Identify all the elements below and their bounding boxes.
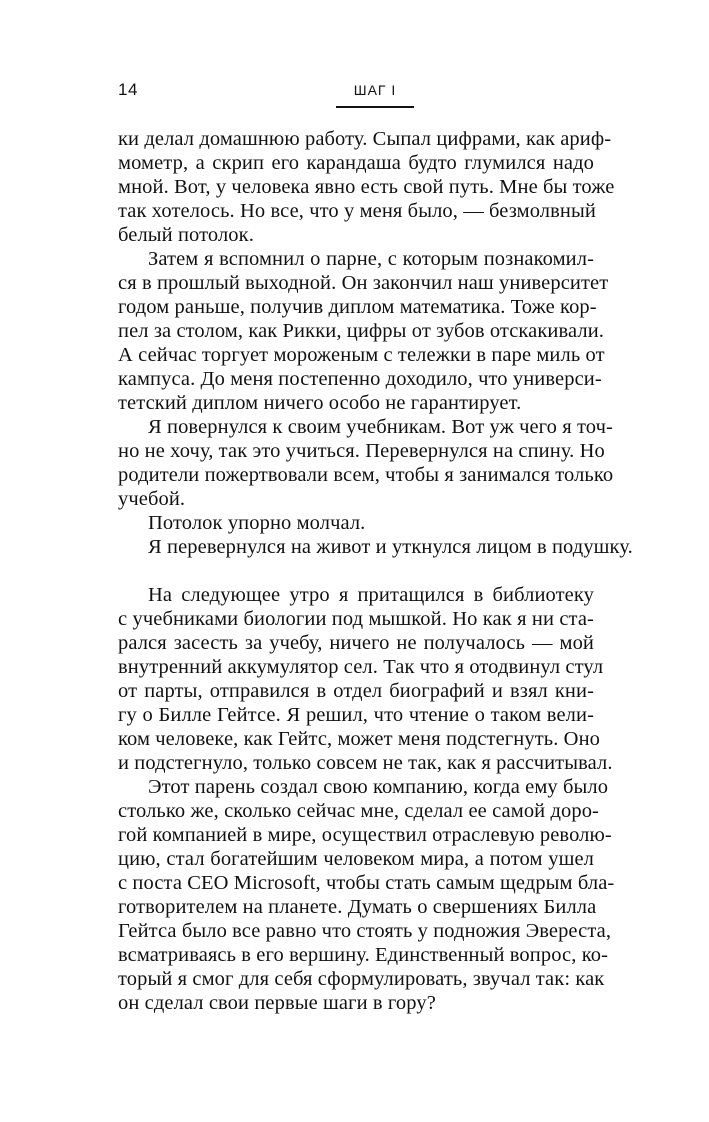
page-number: 14 [118, 80, 138, 99]
text-line: с учебниками биологии под мышкой. Но как я ни ста- [118, 608, 594, 630]
text-line: он сделал свои первые шаги в гору? [118, 992, 436, 1014]
text-line: ся в прошлый выходной. Он закончил наш университет [118, 272, 609, 294]
text-line: гу о Билле Гейтсе. Я решил, что чтение о таком вели- [118, 704, 594, 726]
text-line: торый я смог для себя сформулировать, звучал так: как [118, 968, 605, 990]
text-line: всматриваясь в его вершину. Единственный вопрос, ко- [118, 944, 608, 966]
text-line: мометр, а скрип его карандаша будто глумился надо [118, 152, 594, 174]
text-line: Потолок упорно молчал. [148, 512, 366, 534]
text-line: родители пожертвовали всем, чтобы я занимался только [118, 464, 614, 486]
running-head-title: ШАГ I [353, 82, 397, 98]
text-line: гой компанией в мире, осуществил отраслевую револю- [118, 824, 612, 846]
text-line: Этот парень создал свою компанию, когда ему было [148, 776, 609, 798]
text-line: Гейтса было все равно что стоять у подножия Эвереста, [118, 920, 612, 942]
text-line: рался засесть за учебу, ничего не получалось — мой [118, 632, 594, 654]
text-line: готворителем на планете. Думать о свершениях Билла [118, 896, 597, 918]
text-line: Я повернулся к своим учебникам. Вот уж чего я точ- [148, 416, 613, 438]
text-line: но не хочу, так это учиться. Перевернулся на спину. Но [118, 440, 605, 462]
text-line: годом раньше, получив диплом математика. Тоже кор- [118, 296, 597, 318]
text-line: учебой. [118, 488, 186, 510]
text-line: ки делал домашнюю работу. Сыпал цифрами, как ариф- [118, 128, 612, 150]
text-line: тетский диплом ничего особо не гарантирует. [118, 392, 522, 414]
text-line: внутренний аккумулятор сел. Так что я отодвинул стул [118, 656, 604, 678]
text-line: ком человеке, как Гейтс, может меня подстегнуть. Оно [118, 728, 600, 750]
text-line: пел за столом, как Рикки, цифры от зубов отскакивали. [118, 320, 605, 342]
text-line: и подстегнуло, только совсем не так, как я рассчитывал. [118, 752, 613, 774]
text-line: Я перевернулся на живот и уткнулся лицом в подушку. [148, 536, 633, 558]
text-line: цию, стал богатейшим человеком мира, а потом ушел [118, 848, 594, 870]
text-line: так хотелось. Но все, что у меня было, — безмолвный [118, 200, 596, 222]
text-line: с поста CEO Microsoft, чтобы стать самым щедрым бла- [118, 872, 615, 894]
text-line: На следующее утро я притащился в библиотеку [148, 584, 594, 606]
text-line: от парты, отправился в отдел биографий и взял кни- [118, 680, 594, 702]
running-head-rule [336, 106, 414, 108]
text-line: белый потолок. [118, 224, 254, 246]
text-line: Затем я вспомнил о парне, с которым познакомил- [148, 248, 594, 270]
text-line: мной. Вот, у человека явно есть свой путь. Мне бы тоже [118, 176, 615, 198]
text-line: столько же, сколько сейчас мне, сделал ее самой доро- [118, 800, 599, 822]
text-line: А сейчас торгует мороженым с тележки в паре миль от [118, 344, 605, 366]
text-line: кампуса. До меня постепенно доходило, что универси- [118, 368, 602, 390]
